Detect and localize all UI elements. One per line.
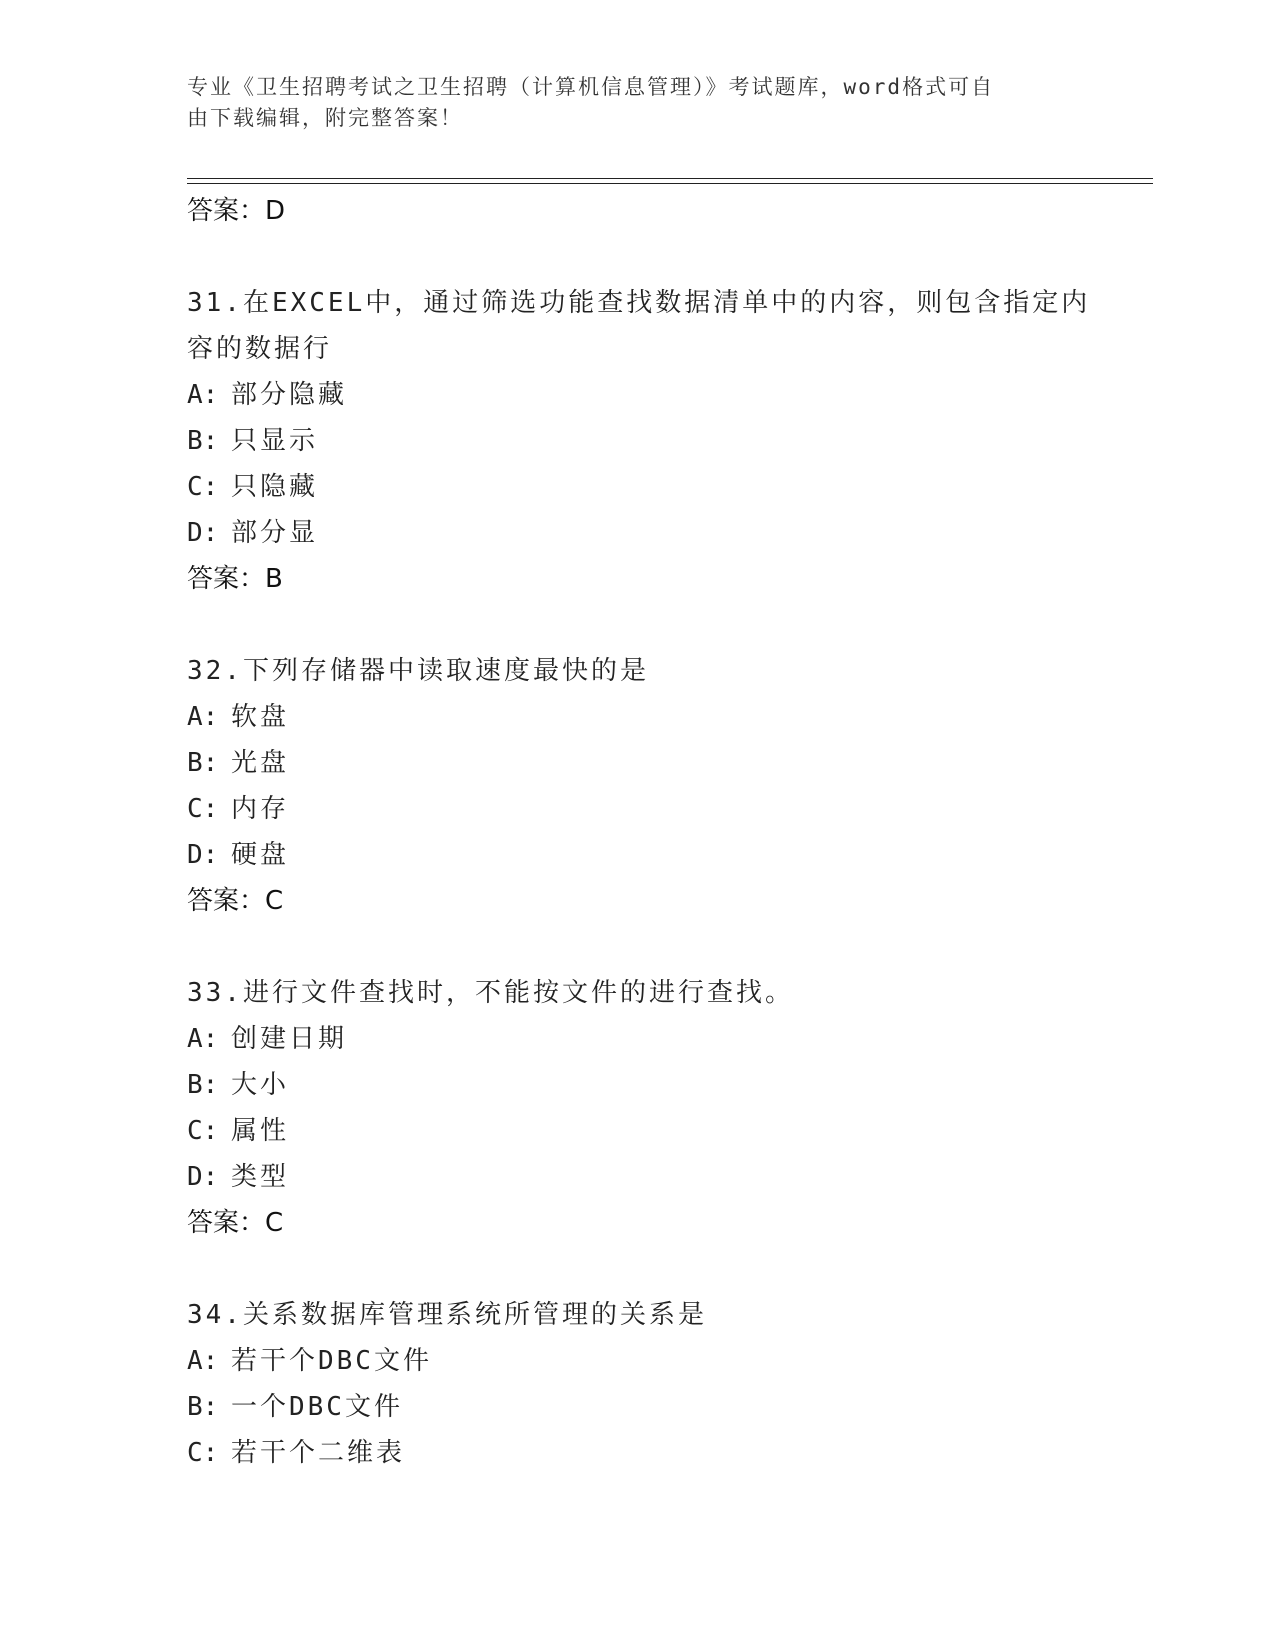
option-row (187, 1430, 1087, 1476)
option-text: 若干个二维表 (231, 1438, 406, 1468)
option-label: D: (187, 1162, 219, 1192)
option-label: B: (187, 1070, 219, 1100)
option-label: C: (187, 1438, 219, 1468)
question-stem: 33.进行文件查找时，不能按文件的进行查找。 (187, 978, 794, 1008)
option-text: 只显示 (231, 426, 319, 456)
question-spacer (187, 602, 1087, 648)
option-row (187, 786, 1087, 832)
option-row (187, 694, 1087, 740)
question-list (187, 188, 1091, 1476)
option-label: D: (187, 840, 219, 870)
header-line-1: 专业《卫生招聘考试之卫生招聘（计算机信息管理）》考试题库，word格式可自 (187, 75, 995, 99)
answer-line: 答案：D (187, 196, 286, 226)
option-text: 硬盘 (231, 840, 290, 870)
option-text: 部分显 (231, 518, 319, 548)
option-row (187, 1338, 1087, 1384)
option-text: 光盘 (231, 748, 290, 778)
question-spacer (187, 924, 1087, 970)
option-label: A: (187, 380, 219, 410)
option-text: 部分隐藏 (231, 380, 348, 410)
option-row (187, 1384, 1087, 1430)
header-divider-bottom (187, 183, 1153, 184)
question-stem: 容的数据行 (187, 334, 333, 364)
option-label: B: (187, 426, 219, 456)
option-text: 类型 (231, 1162, 290, 1192)
option-label: A: (187, 1024, 219, 1054)
question-stem: 32.下列存储器中读取速度最快的是 (187, 656, 649, 686)
question-spacer (187, 234, 1087, 280)
option-text: 若干个DBC文件 (231, 1346, 432, 1376)
option-label: B: (187, 1392, 219, 1422)
option-label: B: (187, 748, 219, 778)
option-label: C: (187, 794, 219, 824)
option-text: 只隐藏 (231, 472, 319, 502)
question-stem: 34.关系数据库管理系统所管理的关系是 (187, 1300, 707, 1330)
question-spacer (187, 1246, 1087, 1292)
option-text: 属性 (231, 1116, 290, 1146)
option-row (187, 832, 1087, 878)
option-label: C: (187, 472, 219, 502)
option-row (187, 464, 1087, 510)
option-text: 一个DBC文件 (231, 1392, 403, 1422)
answer-line: 答案：C (187, 1208, 284, 1238)
option-text: 大小 (231, 1070, 290, 1100)
option-text: 软盘 (231, 702, 290, 732)
option-row (187, 372, 1087, 418)
option-row (187, 1016, 1087, 1062)
option-label: D: (187, 518, 219, 548)
document-header (187, 72, 1067, 134)
option-label: A: (187, 1346, 219, 1376)
option-row (187, 1154, 1087, 1200)
answer-line: 答案：C (187, 886, 284, 916)
header-line-2: 由下载编辑，附完整答案！ (187, 106, 463, 130)
option-row (187, 1062, 1087, 1108)
option-label: C: (187, 1116, 219, 1146)
option-row (187, 418, 1087, 464)
option-row (187, 1108, 1087, 1154)
option-text: 内存 (231, 794, 290, 824)
option-row (187, 740, 1087, 786)
option-text: 创建日期 (231, 1024, 348, 1054)
question-stem: 31.在EXCEL中，通过筛选功能查找数据清单中的内容，则包含指定内 (187, 288, 1091, 318)
header-divider-top (187, 178, 1153, 179)
answer-line: 答案：B (187, 564, 283, 594)
option-row (187, 510, 1087, 556)
option-label: A: (187, 702, 219, 732)
